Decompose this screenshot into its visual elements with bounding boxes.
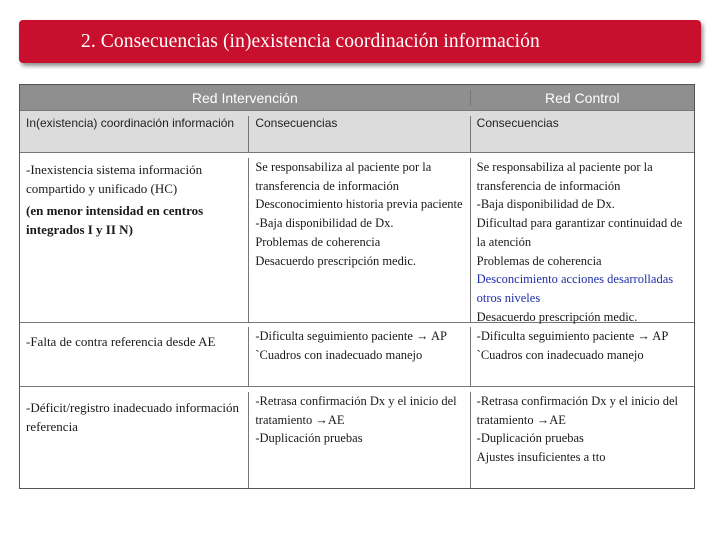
consequence-item: -Duplicación pruebas: [255, 431, 363, 446]
group-header-intervention: Red Intervención: [191, 89, 298, 106]
consequence-item: Problemas de coherencia: [255, 234, 381, 249]
cause-text: -Falta de contra referencia desde AE: [26, 334, 216, 349]
slide-title: 2. Consecuencias (in)existencia coordinación información: [81, 30, 540, 52]
consequence-item: Dificultad para garantizar continuidad de la atención: [476, 216, 683, 249]
control-cell: [470, 392, 694, 488]
table-row: [20, 386, 694, 488]
title-bar: [19, 20, 701, 63]
group-header-control: Red Control: [470, 90, 694, 106]
cause-text: -Déficit/registro inadecuado información referencia: [26, 400, 239, 434]
consequence-item: Desconocimiento historia previa paciente: [255, 197, 463, 212]
consequence-item: -Baja disponibilidad de Dx.: [255, 216, 394, 231]
consequence-item: Desacuerdo prescripción medic.: [255, 253, 417, 268]
table-row: [20, 152, 694, 322]
consequence-item: -Baja disponibilidad de Dx.: [476, 197, 615, 212]
consequence-item: -Retrasa confirmación Dx y el inicio del tratamiento →AE: [476, 394, 678, 427]
group-header-row: [20, 85, 694, 110]
consequence-item: Se responsabiliza al paciente por la transferencia de información: [476, 160, 653, 193]
column-header-row: [20, 110, 694, 152]
cause-cell: [20, 392, 248, 488]
table-row: [20, 322, 694, 386]
control-cell: [470, 327, 694, 386]
intervention-cell: [248, 392, 469, 488]
cause-text: -Inexistencia sistema información compartido y unificado (HC): [26, 162, 203, 196]
consequence-item: -Retrasa confirmación Dx y el inicio del tratamiento →AE: [255, 394, 457, 427]
cause-cell: [20, 158, 248, 322]
cause-note: (en menor intensidad en centros integrados I y II N): [26, 203, 204, 237]
column-header-control: Consecuencias: [470, 116, 694, 152]
control-cell: [470, 158, 694, 322]
consequence-item: `Cuadros con inadecuado manejo: [255, 347, 423, 362]
consequence-item: Ajustes insuficientes a tto: [476, 450, 606, 465]
consequence-item: Se responsabiliza al paciente por la transferencia de información: [255, 160, 432, 193]
consequence-item: -Dificulta seguimiento paciente → AP: [476, 329, 669, 343]
column-header-cause: In(existencia) coordinación información: [26, 116, 235, 130]
consequence-item: Desacuerdo prescripción medic.: [476, 309, 638, 324]
consequence-item: `Cuadros con inadecuado manejo: [476, 347, 644, 362]
intervention-cell: [248, 158, 469, 322]
column-header-intervention: Consecuencias: [248, 116, 469, 152]
consequence-item: Problemas de coherencia: [476, 253, 602, 268]
consequence-item-highlight: Desconcimiento acciones desarrolladas otros niveles: [476, 272, 674, 305]
comparison-table: [19, 84, 695, 489]
consequence-item: -Dificulta seguimiento paciente → AP: [255, 329, 447, 343]
intervention-cell: [248, 327, 469, 386]
cause-cell: [20, 327, 248, 386]
consequence-item: -Duplicación pruebas: [476, 431, 584, 446]
